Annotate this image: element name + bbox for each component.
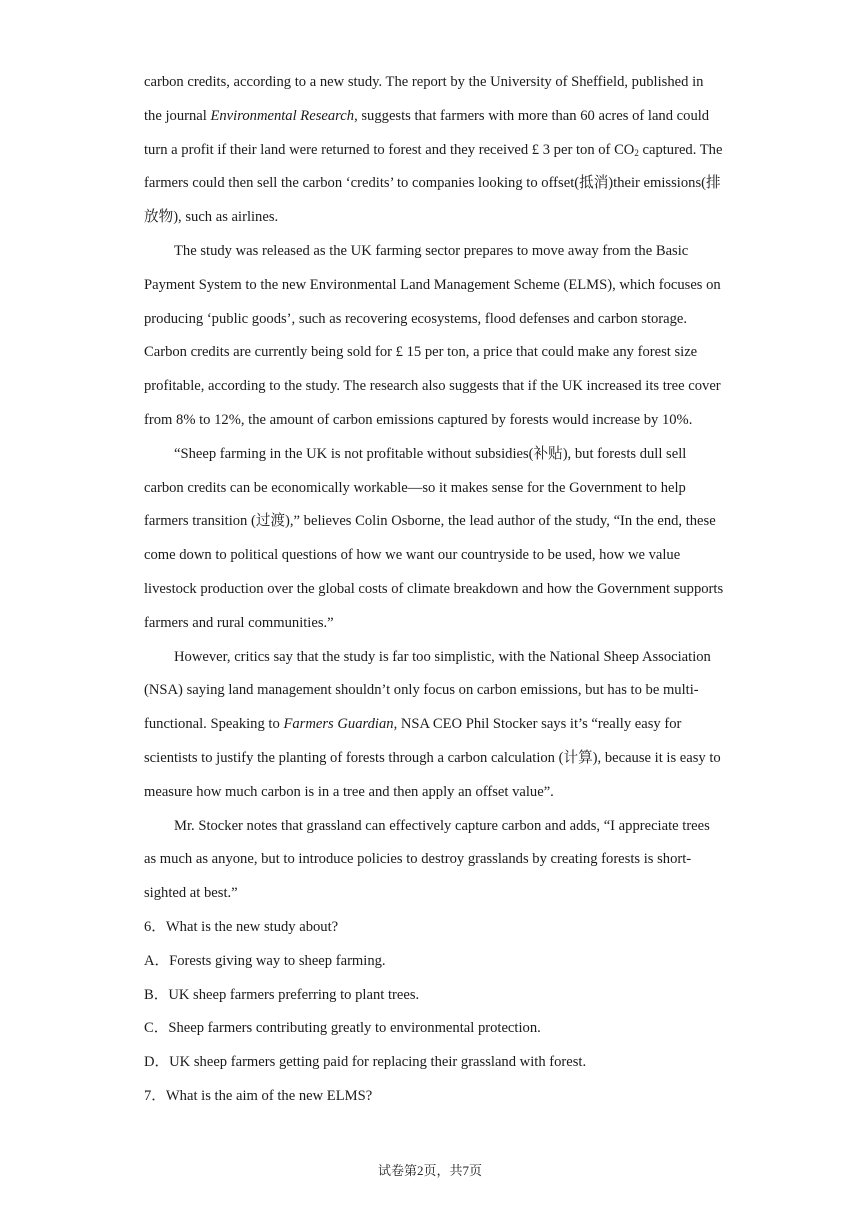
- paragraph-2: The study was released as the UK farming sector prepares to move away from the Basic Payment System to the new Environmental Land Management Scheme (ELMS), which focuses on producing ‘public goods’, such as recovering ecosystems, flood defenses and carbon storage. Carbon credits are currently being sold for £ 15 per ton, a price that could make any forest size profitable, according to the study. The research also suggests that if the UK increased its tree cover from 8% to 12%, the amount of carbon emissions captured by forests would increase by 10%.: [144, 242, 721, 428]
- question-6: 6．What is the new study about?: [144, 918, 339, 935]
- paragraph-1-text-a: carbon credits, according to a new study. The report by the University of Sheffield, published in the journal: [144, 74, 704, 124]
- question-6-option-d: D．UK sheep farmers getting paid for replacing their grassland with forest.: [144, 1054, 587, 1071]
- paragraph-4-text-a: However, critics say that the study is far too simplistic, with the National Sheep Association (NSA) saying land management shouldn’t only focus on carbon emissions, but has to be multi-functional. Speaking to: [144, 648, 711, 733]
- question-7: 7．What is the aim of the new ELMS?: [144, 1087, 373, 1104]
- paragraph-1: [144, 66, 724, 235]
- paragraph-1-text-c: captured. The farmers could then sell the carbon ‘credits’ to companies looking to offset(抵消)their emissions(排放物), such as airlines.: [144, 141, 723, 226]
- paragraph-3: “Sheep farming in the UK is not profitable without subsidies(补贴), but forests dull sell carbon credits can be economically workable—so it makes sense for the Government to help farmers transition (过渡),” believes Colin Osborne, the lead author of the study, “In the end, these come down to political questions of how we want our countryside to be used, how we value livestock production over the global costs of climate breakdown and how the Government supports farmers and rural communities.”: [144, 445, 724, 631]
- paragraph-4-text-b: , NSA CEO Phil Stocker says it’s “really easy for scientists to justify the planting of forests through a carbon calculation (计算), because it is easy to measure how much carbon is in a tree and then apply an offset value”.: [144, 716, 721, 800]
- question-6-option-c: C．Sheep farmers contributing greatly to environmental protection.: [144, 1020, 541, 1037]
- reading-passage: [144, 66, 724, 1114]
- paragraph-5: Mr. Stocker notes that grassland can effectively capture carbon and adds, “I appreciate trees as much as anyone, but to introduce policies to destroy grasslands by creating forests is short-sighted at best.”: [144, 817, 710, 902]
- paragraph-4: [144, 641, 724, 810]
- source-name: Farmers Guardian: [283, 716, 394, 733]
- journal-name: Environmental Research: [210, 107, 355, 124]
- question-6-option-a: A．Forests giving way to sheep farming.: [144, 952, 386, 969]
- page-footer: 试卷第2页，共7页: [377, 1163, 482, 1178]
- paragraph-1-text-b: , suggests that farmers with more than 60 acres of land could turn a profit if their land were returned to forest and they received £ 3 per ton of CO: [144, 107, 710, 158]
- question-6-option-b: B．UK sheep farmers preferring to plant trees.: [144, 986, 420, 1003]
- co2-subscript: 2: [634, 147, 639, 158]
